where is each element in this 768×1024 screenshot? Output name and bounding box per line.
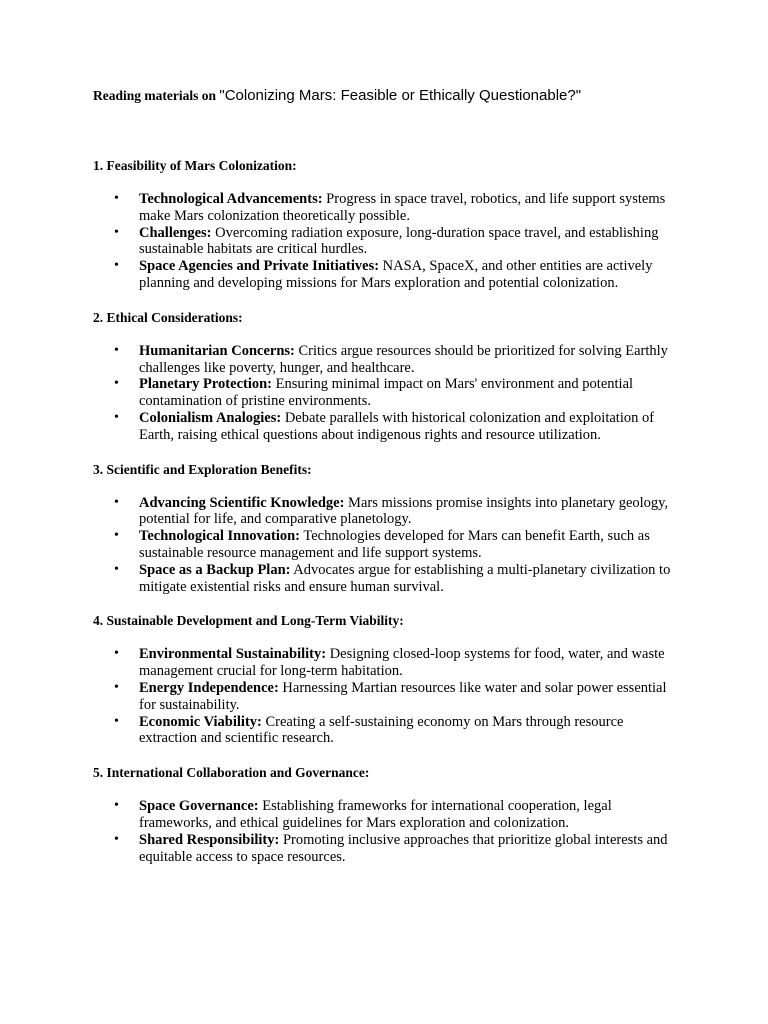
bullet-label: Space Governance: bbox=[139, 798, 259, 815]
list-item bbox=[93, 258, 683, 292]
bullet-text: Critics argue resources should be prioritized for solving Earthly challenges like poverty, hunger, and healthcare. bbox=[139, 342, 668, 376]
bullet-icon: • bbox=[114, 342, 119, 358]
section-heading: 1. Feasibility of Mars Colonization: bbox=[93, 158, 297, 173]
bullet-label: Economic Viability: bbox=[139, 713, 262, 730]
bullet-label: Humanitarian Concerns: bbox=[139, 342, 295, 359]
bullet-label: Planetary Protection: bbox=[139, 376, 273, 393]
list-item bbox=[93, 495, 683, 529]
bullet-list bbox=[93, 343, 683, 444]
bullet-icon: • bbox=[114, 528, 119, 544]
bullet-icon: • bbox=[114, 679, 119, 695]
bullet-text: Advocates argue for establishing a multi-planetary civilization to mitigate existential risks and ensure human survival. bbox=[139, 561, 671, 595]
bullet-text: Designing closed-loop systems for food, water, and waste management crucial for long-term habitation. bbox=[139, 646, 665, 680]
bullet-text: NASA, SpaceX, and other entities are actively planning and developing missions for Mars exploration and potential colonization. bbox=[139, 258, 653, 291]
section-heading: 2. Ethical Considerations: bbox=[93, 309, 243, 325]
document-title bbox=[93, 84, 683, 108]
list-item bbox=[93, 410, 683, 444]
bullet-list bbox=[93, 191, 683, 292]
bullet-icon: • bbox=[114, 561, 119, 577]
bullet-text: Debate parallels with historical colonization and exploitation of Earth, raising ethical questions about indigenous rights and resource utilization. bbox=[139, 409, 655, 443]
bullet-label: Shared Responsibility: bbox=[139, 831, 280, 848]
title-quote: "Colonizing Mars: Feasible or Ethically Questionable?" bbox=[219, 87, 582, 104]
bullet-label: Space as a Backup Plan: bbox=[139, 561, 291, 578]
bullet-list bbox=[93, 798, 683, 865]
section-scientific bbox=[93, 461, 683, 596]
section-sustainable bbox=[93, 612, 683, 747]
bullet-text: Mars missions promise insights into planetary geology, potential for life, and comparative planetology. bbox=[139, 494, 669, 528]
bullet-icon: • bbox=[114, 798, 119, 814]
list-item bbox=[93, 191, 683, 225]
bullet-list bbox=[93, 495, 683, 596]
bullet-label: Advancing Scientific Knowledge: bbox=[139, 494, 345, 511]
bullet-list bbox=[93, 646, 683, 747]
bullet-icon: • bbox=[114, 494, 119, 510]
list-item bbox=[93, 798, 683, 832]
section-ethical bbox=[93, 309, 683, 444]
bullet-label: Environmental Sustainability: bbox=[139, 646, 327, 663]
list-item bbox=[93, 714, 683, 748]
bullet-icon: • bbox=[114, 409, 119, 425]
list-item bbox=[93, 376, 683, 410]
list-item bbox=[93, 680, 683, 714]
bullet-text: Technologies developed for Mars can benefit Earth, such as sustainable resource management and life support systems. bbox=[139, 528, 650, 561]
bullet-text: Promoting inclusive approaches that prioritize global interests and equitable access to space resources. bbox=[139, 831, 668, 865]
section-feasibility bbox=[93, 157, 683, 292]
bullet-text: Establishing frameworks for international cooperation, legal frameworks, and ethical guidelines for Mars exploration and colonization. bbox=[139, 798, 612, 831]
bullet-text: Overcoming radiation exposure, long-duration space travel, and establishing sustainable habitats are critical hurdles. bbox=[139, 224, 659, 258]
bullet-icon: • bbox=[114, 191, 119, 206]
section-heading: 3. Scientific and Exploration Benefits: bbox=[93, 461, 312, 477]
bullet-label: Energy Independence: bbox=[139, 679, 279, 696]
section-heading: 4. Sustainable Development and Long-Term Viability: bbox=[93, 613, 404, 629]
bullet-label: Space Agencies and Private Initiatives: bbox=[139, 258, 380, 275]
bullet-label: Technological Innovation: bbox=[139, 528, 301, 545]
bullet-label: Colonialism Analogies: bbox=[139, 409, 282, 426]
section-heading: 5. International Collaboration and Governance: bbox=[93, 765, 370, 781]
bullet-label: Challenges: bbox=[139, 224, 212, 241]
list-item bbox=[93, 528, 683, 562]
bullet-icon: • bbox=[114, 224, 119, 240]
list-item bbox=[93, 343, 683, 377]
bullet-icon: • bbox=[114, 831, 119, 847]
bullet-text: Harnessing Martian resources like water and solar power essential for sustainability. bbox=[139, 679, 667, 713]
document-page bbox=[93, 84, 683, 865]
bullet-label: Technological Advancements: bbox=[139, 191, 323, 207]
bullet-icon: • bbox=[114, 713, 119, 729]
section-governance bbox=[93, 764, 683, 865]
list-item bbox=[93, 225, 683, 259]
bullet-text: Creating a self-sustaining economy on Mars through resource extraction and scientific research. bbox=[139, 713, 624, 747]
bullet-icon: • bbox=[114, 646, 119, 662]
list-item bbox=[93, 646, 683, 680]
bullet-text: Progress in space travel, robotics, and life support systems make Mars colonization theoretically possible. bbox=[139, 191, 666, 224]
bullet-text: Ensuring minimal impact on Mars' environment and potential contamination of pristine environments. bbox=[139, 376, 634, 410]
list-item bbox=[93, 832, 683, 866]
title-prefix: Reading materials on bbox=[93, 88, 220, 103]
list-item bbox=[93, 562, 683, 596]
bullet-icon: • bbox=[114, 376, 119, 392]
bullet-icon: • bbox=[114, 258, 119, 274]
